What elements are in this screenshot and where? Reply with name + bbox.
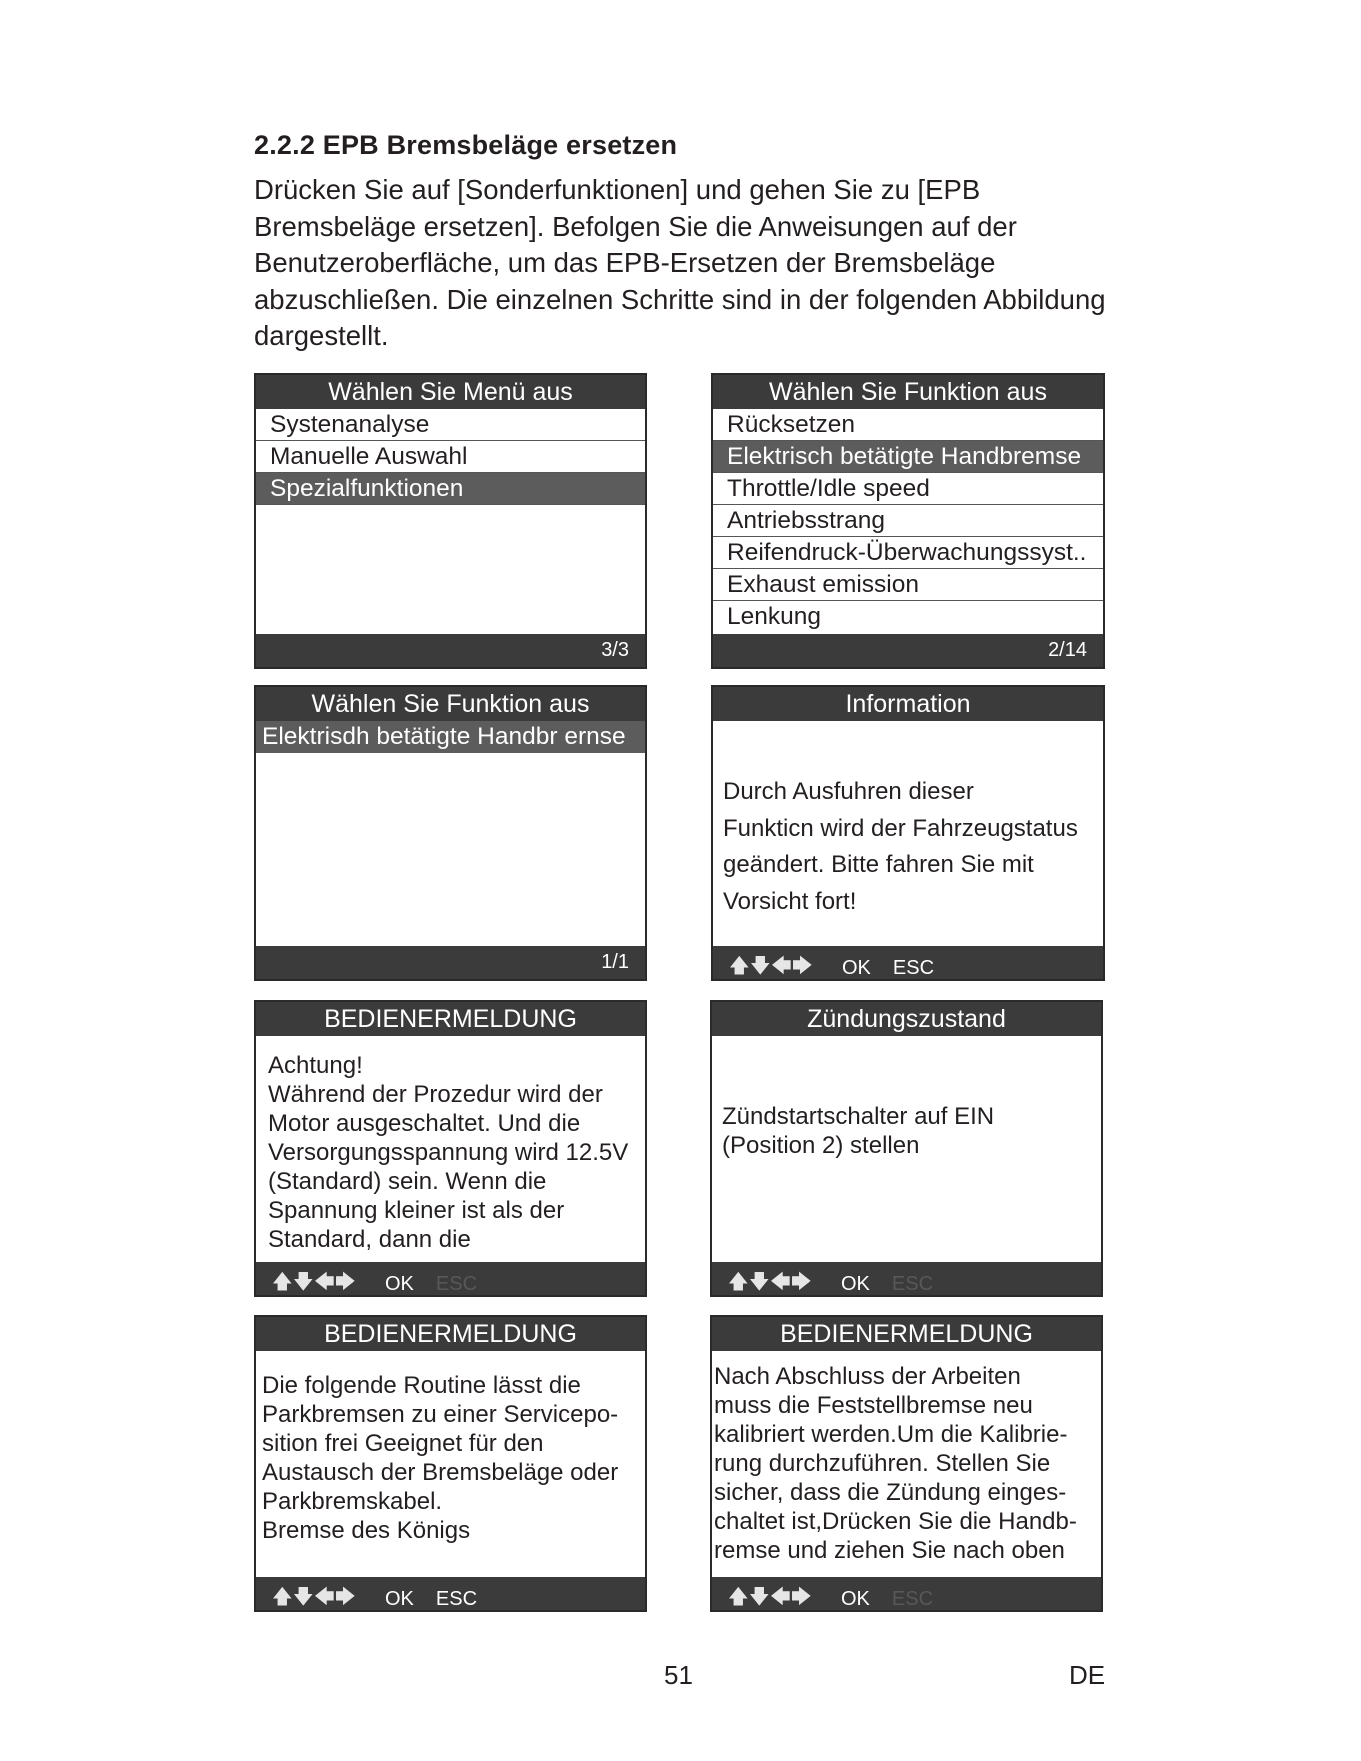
page-indicator: 3/3 (601, 639, 629, 661)
screen-title: Wählen Sie Funktion aus (256, 687, 645, 721)
page-number: 51 (664, 1660, 693, 1690)
menu-item-manuelle-auswahl[interactable]: Manuelle Auswahl (256, 441, 645, 473)
screen-select-function (711, 373, 1105, 669)
screen-footer (713, 946, 1103, 979)
arrow-up-icon[interactable]: 🡅 (728, 1586, 749, 1608)
screen-select-function-epb (254, 685, 647, 981)
function-item-throttle[interactable]: Throttle/Idle speed (713, 473, 1103, 505)
arrow-right-icon[interactable]: 🡆 (791, 1586, 812, 1608)
function-item-epb[interactable]: Elektrisdh betätigte Handbr ernse (256, 721, 645, 753)
function-list (713, 409, 1103, 633)
ok-key[interactable]: OK (385, 1272, 414, 1295)
language-code: DE (1069, 1660, 1106, 1690)
function-list (256, 721, 645, 753)
screen-footer (712, 1262, 1101, 1295)
arrow-down-icon[interactable]: 🡇 (750, 955, 771, 977)
arrow-right-icon[interactable]: 🡆 (791, 1271, 812, 1293)
screen-footer (256, 1577, 645, 1610)
esc-key: ESC (435, 1272, 478, 1295)
arrow-up-icon[interactable]: 🡅 (272, 1586, 293, 1608)
screen-footer (712, 1577, 1101, 1610)
message-text: Nach Abschluss der Arbeiten muss die Feststellbremse neu kalibriert werden.Um die Kalibrie- rung durchzuführen. Stellen Sie sicher, dass die Zündung einges- chaltet ist,Drücken Sie die Handb- remse und ziehen Sie nach oben (714, 1363, 1077, 1564)
screen-footer (713, 634, 1103, 667)
arrow-left-icon[interactable]: 🡄 (314, 1271, 335, 1293)
esc-key[interactable]: ESC (892, 956, 935, 979)
screen-title: BEDIENERMELDUNG (256, 1317, 645, 1351)
function-item-exhaust[interactable]: Exhaust emission (713, 569, 1103, 601)
arrow-down-icon[interactable]: 🡇 (293, 1586, 314, 1608)
arrow-up-icon[interactable]: 🡅 (729, 955, 750, 977)
screen-title: Zündungszustand (712, 1002, 1101, 1036)
arrow-right-icon[interactable]: 🡆 (335, 1586, 356, 1608)
message-text: Achtung! Während der Prozedur wird der Motor ausgeschaltet. Und die Versorgungsspannung wird 12.5V (Standard) sein. Wenn die Spannung kleiner ist als der Standard, dann die (268, 1052, 629, 1253)
ok-key[interactable]: OK (841, 1272, 870, 1295)
screen-title: Wählen Sie Funktion aus (713, 375, 1103, 409)
menu-item-systenanalyse[interactable]: Systenanalyse (256, 409, 645, 441)
arrow-down-icon[interactable]: 🡇 (749, 1271, 770, 1293)
menu-list (256, 409, 645, 505)
nav-keys (272, 1582, 477, 1616)
function-item-epb[interactable]: Elektrisch betätigte Handbremse (713, 441, 1103, 473)
page-indicator: 1/1 (601, 951, 629, 973)
ok-key[interactable]: OK (385, 1587, 414, 1610)
screen-title: BEDIENERMELDUNG (712, 1317, 1101, 1351)
nav-keys (729, 951, 934, 985)
screen-footer (256, 946, 645, 979)
nav-keys (728, 1582, 933, 1616)
arrow-left-icon[interactable]: 🡄 (770, 1586, 791, 1608)
function-item-ruecksetzen[interactable]: Rücksetzen (713, 409, 1103, 441)
screen-title: Wählen Sie Menü aus (256, 375, 645, 409)
screen-operator-message-1 (254, 1000, 647, 1297)
function-item-reifendruck[interactable]: Reifendruck-Überwachungssyst.. (713, 537, 1103, 569)
arrow-left-icon[interactable]: 🡄 (770, 1271, 791, 1293)
screen-title: BEDIENERMELDUNG (256, 1002, 645, 1036)
nav-keys (728, 1267, 933, 1301)
arrow-left-icon[interactable]: 🡄 (771, 955, 792, 977)
arrow-down-icon[interactable]: 🡇 (293, 1271, 314, 1293)
esc-key[interactable]: ESC (435, 1587, 478, 1610)
nav-keys (272, 1267, 477, 1301)
screen-operator-message-2 (254, 1315, 647, 1612)
screen-ignition-state (710, 1000, 1103, 1297)
message-text: Zündstartschalter auf EIN (Position 2) stellen (722, 1103, 995, 1159)
arrow-left-icon[interactable]: 🡄 (314, 1586, 335, 1608)
function-item-lenkung[interactable]: Lenkung (727, 603, 822, 630)
menu-item-spezialfunktionen[interactable]: Spezialfunktionen (256, 473, 645, 505)
intro-paragraph: Drücken Sie auf [Sonderfunktionen] und gehen Sie zu [EPB Bremsbeläge ersetzen]. Befolgen Sie die Anweisungen auf der Benutzeroberfläche, um das EPB-Ersetzen der Bremsbeläge abzuschließen. Die einzelnen Schritte sind in der folgenden Abbildung dargestellt. (254, 174, 1106, 351)
message-text: Durch Ausfuhren dieser Funkticn wird der Fahrzeugstatus geändert. Bitte fahren Sie mit Vorsicht fort! (723, 778, 1078, 915)
screen-operator-message-3 (710, 1315, 1103, 1612)
esc-key: ESC (891, 1272, 934, 1295)
esc-key: ESC (891, 1587, 934, 1610)
screen-footer (256, 634, 645, 667)
page-indicator: 2/14 (1048, 639, 1087, 661)
screen-footer (256, 1262, 645, 1295)
ok-key[interactable]: OK (841, 1587, 870, 1610)
arrow-up-icon[interactable]: 🡅 (728, 1271, 749, 1293)
function-item-antriebsstrang[interactable]: Antriebsstrang (713, 505, 1103, 537)
arrow-down-icon[interactable]: 🡇 (749, 1586, 770, 1608)
ok-key[interactable]: OK (842, 956, 871, 979)
arrow-right-icon[interactable]: 🡆 (335, 1271, 356, 1293)
screen-title: Information (713, 687, 1103, 721)
arrow-right-icon[interactable]: 🡆 (792, 955, 813, 977)
section-heading: 2.2.2 EPB Bremsbeläge ersetzen (254, 130, 678, 160)
screen-select-menu (254, 373, 647, 669)
screen-information (711, 685, 1105, 981)
message-text: Die folgende Routine lässt die Parkbremsen zu einer Servicepo- sition frei Geeignet für den Austausch der Bremsbeläge oder Parkbremskabel. Bremse des Königs (262, 1372, 619, 1544)
arrow-up-icon[interactable]: 🡅 (272, 1271, 293, 1293)
